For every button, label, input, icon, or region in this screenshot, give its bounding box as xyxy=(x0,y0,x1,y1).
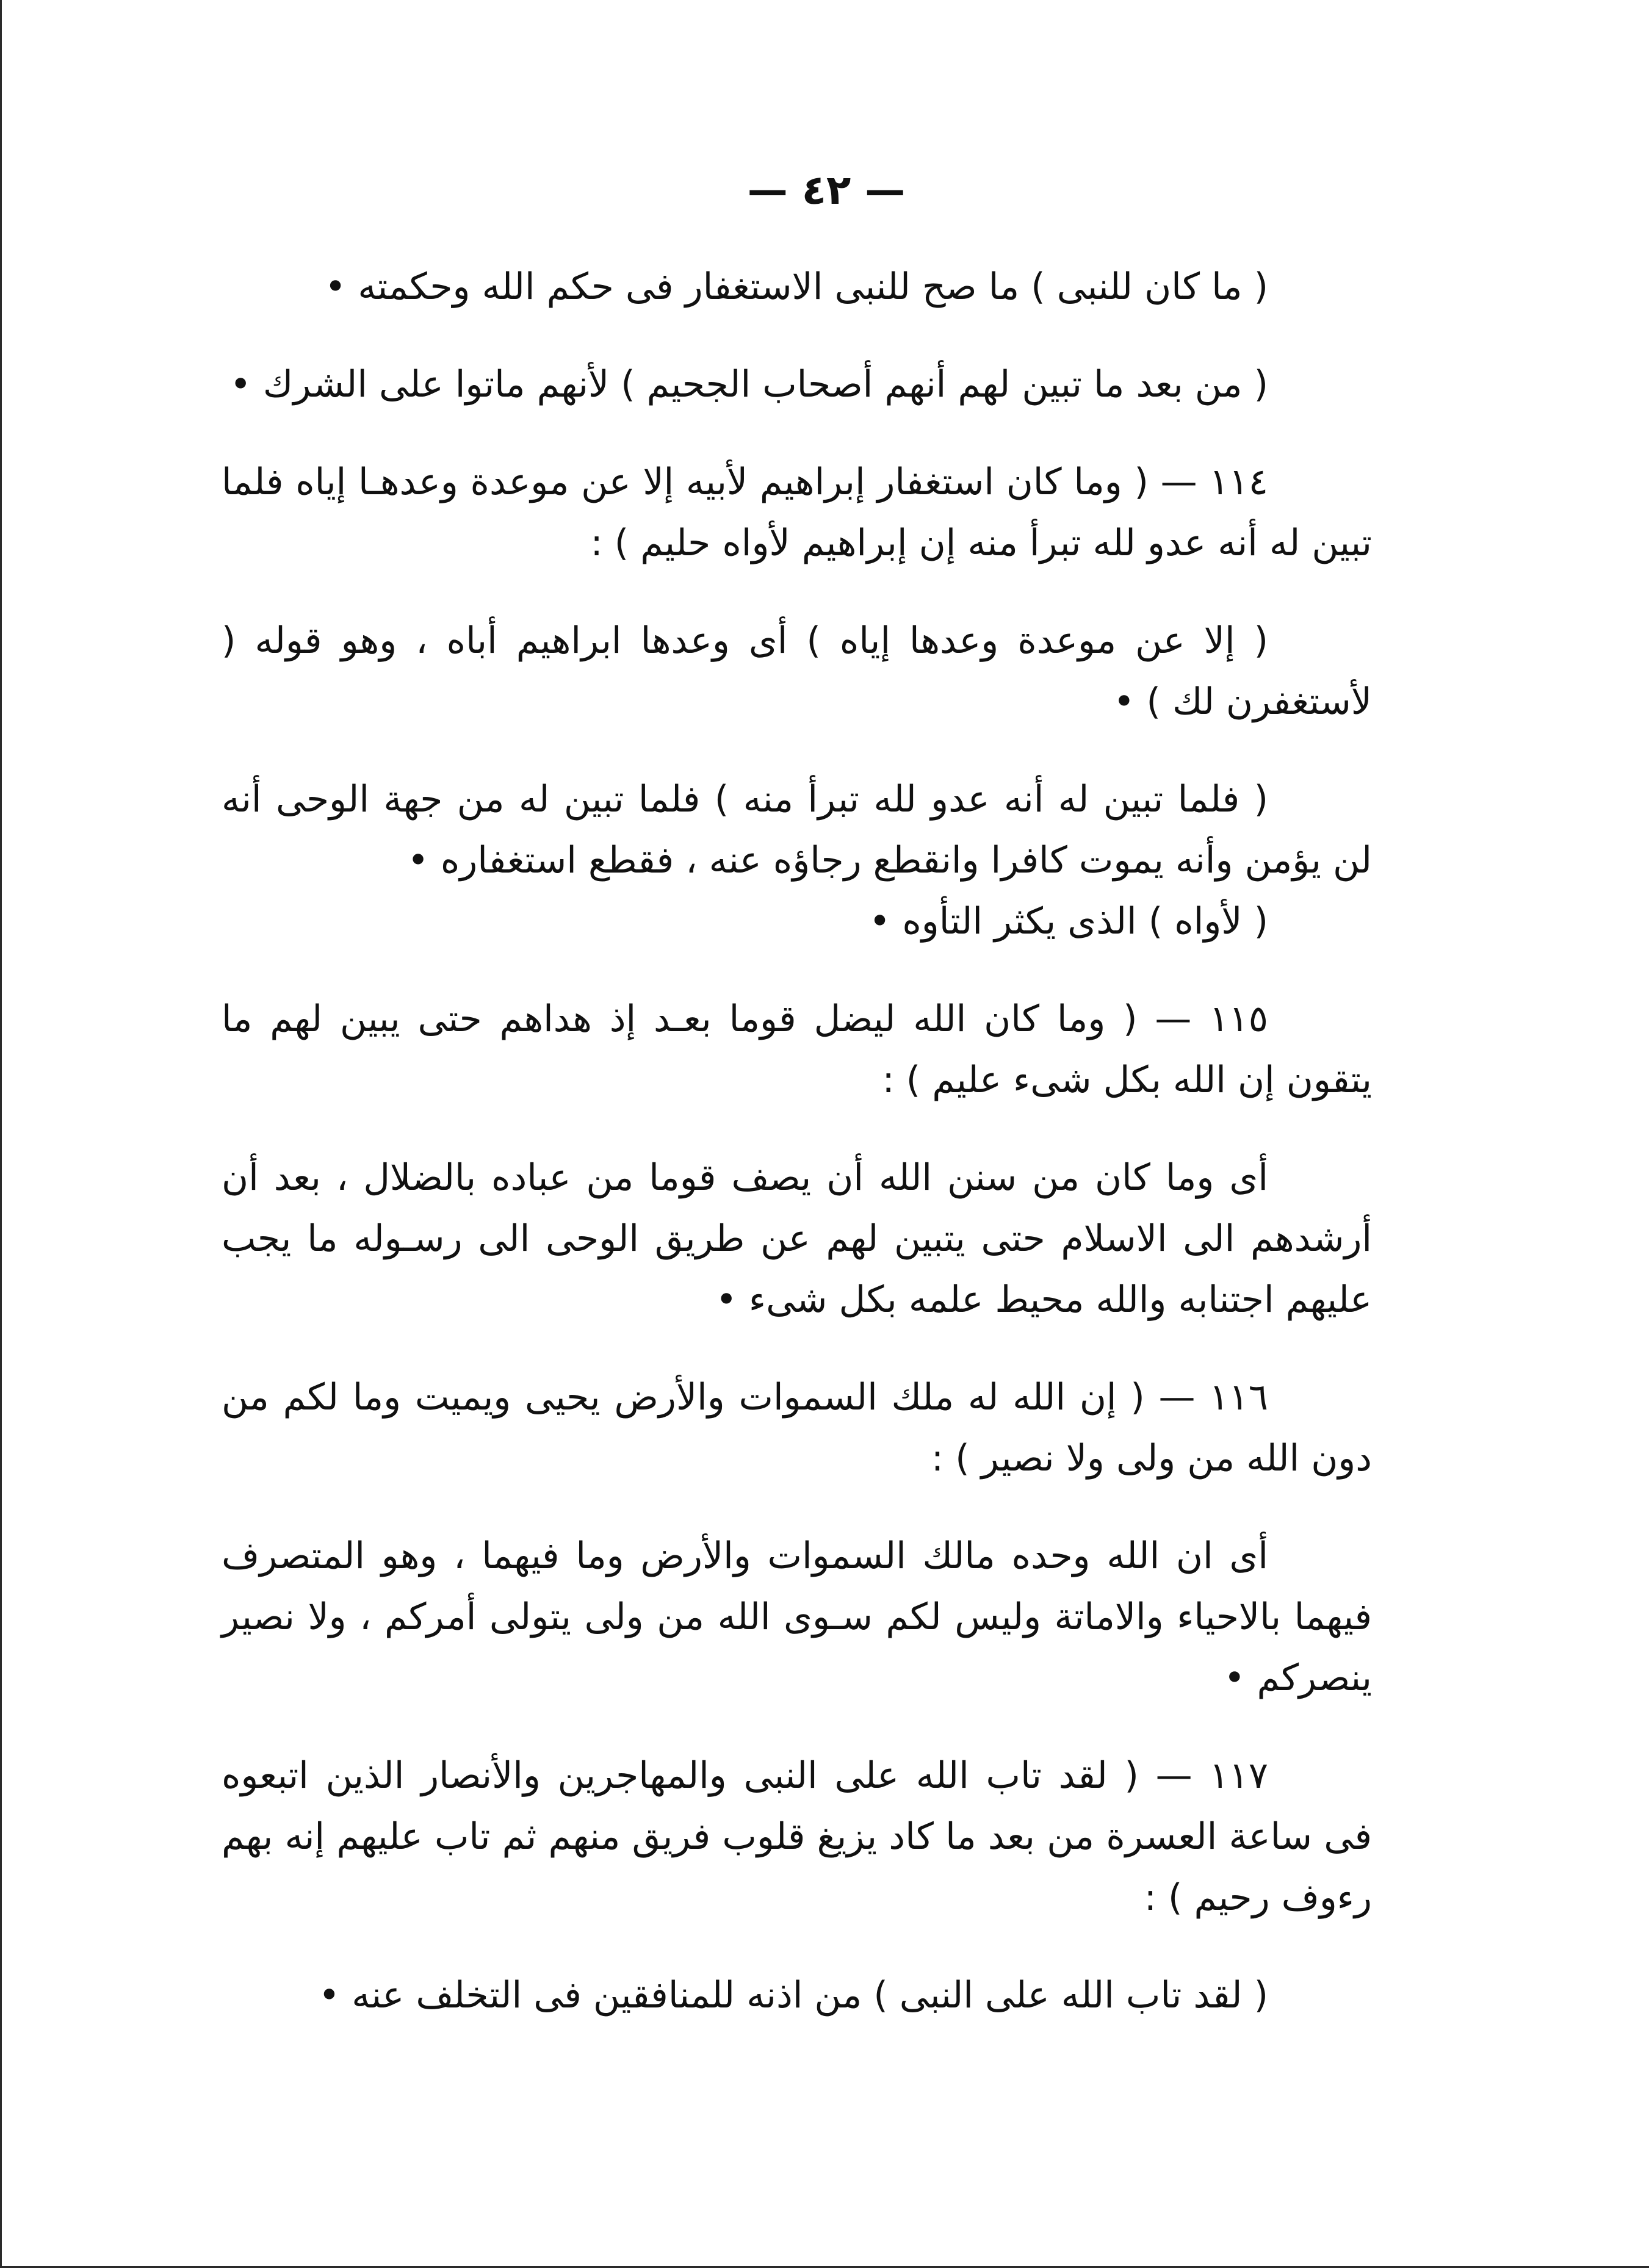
paragraph-4: ( إلا عن موعدة وعدها إياه ) أى وعدها ابراهيم أباه ، وهو قوله ( لأستغفرن لك ) • xyxy=(222,619,1372,723)
paragraph-5: ( فلما تبين له أنه عدو لله تبرأ منه ) فلما تبين له من جهة الوحى أنه لن يؤمن وأنه يموت كافرا وانقطع رجاؤه عنه ، فقطع استغفاره • xyxy=(222,778,1372,882)
paragraph-verse-114: ١١٤ — ( وما كان استغفار إبراهيم لأبيه إلا عن موعدة وعدهـا إياه فلما تبين له أنه عدو لله تبرأ منه إن إبراهيم لأواه حليم ) : xyxy=(222,461,1372,564)
paragraph-verse-116: ١١٦ — ( إن الله له ملك السموات والأرض يحيى ويميت وما لكم من دون الله من ولى ولا نصير ) : xyxy=(222,1376,1372,1480)
paragraph-10: أى ان الله وحده مالك السموات والأرض وما فيهما ، وهو المتصرف فيهما بالاحياء والاماتة وليس لكم سـوى الله من ولى يتولى أمركم ، ولا نصير ينصركم • xyxy=(222,1535,1372,1699)
page-body xyxy=(222,256,1372,2062)
paragraph-8: أى وما كان من سنن الله أن يصف قوما من عباده بالضلال ، بعد أن أرشدهم الى الاسلام حتى يتبين لهم عن طريق الوحى الى رسـوله ما يجب عليهم اجتنابه والله محيط علمه بكل شىء • xyxy=(222,1156,1372,1321)
page-number: — ٤٢ — xyxy=(747,167,906,214)
paragraph-verse-117: ١١٧ — ( لقد تاب الله على النبى والمهاجرين والأنصار الذين اتبعوه فى ساعة العسرة من بعد ما كاد يزيغ قلوب فريق منهم ثم تاب عليهم إنه بهم رءوف رحيم ) : xyxy=(222,1754,1372,1919)
paragraph-6: ( لأواه ) الذى يكثر التأوه • xyxy=(868,900,1268,943)
paragraph-2: ( من بعد ما تبين لهم أنهم أصحاب الجحيم ) لأنهم ماتوا على الشرك • xyxy=(229,363,1268,406)
paragraph-1: ( ما كان للنبى ) ما صح للنبى الاستغفار فى حكم الله وحكمته • xyxy=(324,265,1268,308)
paragraph-12: ( لقد تاب الله على النبى ) من اذنه للمنافقين فى التخلف عنه • xyxy=(318,1974,1268,2017)
paragraph-verse-115: ١١٥ — ( وما كان الله ليضل قوما بعـد إذ هداهم حتى يبين لهم ما يتقون إن الله بكل شىء عليم ) : xyxy=(222,998,1372,1101)
